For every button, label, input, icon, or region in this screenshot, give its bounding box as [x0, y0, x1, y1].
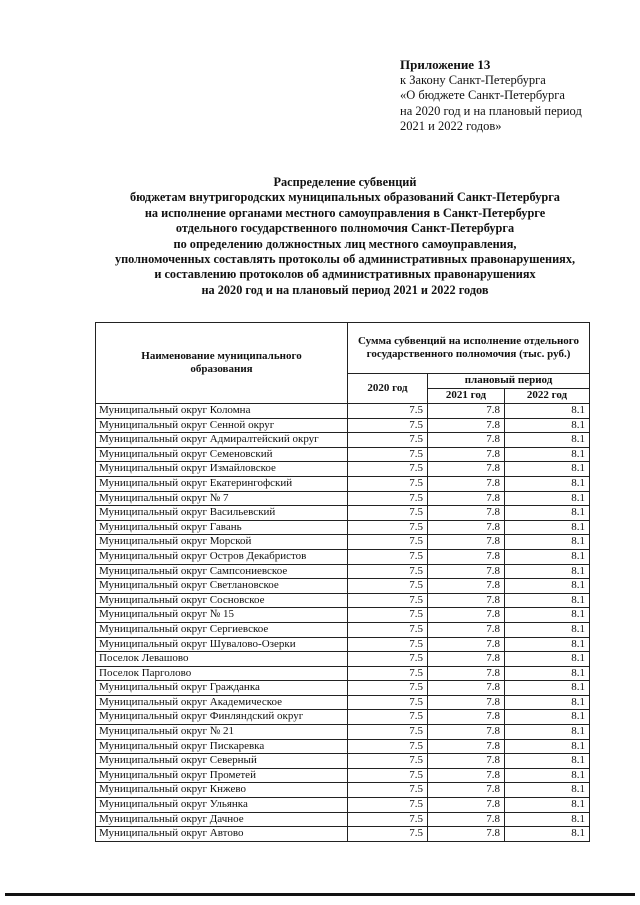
value-2022-cell: 8.1: [505, 491, 590, 506]
value-2020-cell: 7.5: [348, 695, 428, 710]
value-2021-cell: 7.8: [428, 754, 505, 769]
municipality-name-cell: Муниципальный округ № 21: [96, 725, 348, 740]
value-2021-cell: 7.8: [428, 476, 505, 491]
table-row: [96, 622, 590, 637]
municipality-name-cell: Муниципальный округ Сенной округ: [96, 418, 348, 433]
title-line: на исполнение органами местного самоуправления в Санкт-Петербурге: [144, 205, 546, 220]
municipality-name-cell: Муниципальный округ Коломна: [96, 404, 348, 419]
table-row: [96, 666, 590, 681]
value-2021-cell: 7.8: [428, 827, 505, 842]
value-2022-cell: 8.1: [505, 418, 590, 433]
municipality-name-cell: Поселок Парголово: [96, 666, 348, 681]
title-line: и составлению протоколов об административных правонарушениях: [154, 267, 536, 282]
value-2020-cell: 7.5: [348, 739, 428, 754]
header-2020: 2020 год: [348, 374, 428, 404]
table-row: [96, 579, 590, 594]
value-2020-cell: 7.5: [348, 579, 428, 594]
value-2021-cell: 7.8: [428, 681, 505, 696]
municipality-name-cell: Муниципальный округ № 15: [96, 608, 348, 623]
value-2020-cell: 7.5: [348, 491, 428, 506]
municipality-name-cell: Муниципальный округ Шувалово-Озерки: [96, 637, 348, 652]
table-row: [96, 768, 590, 783]
table-row: [96, 535, 590, 550]
value-2022-cell: 8.1: [505, 739, 590, 754]
table-row: [96, 549, 590, 564]
header-2022: 2022 год: [505, 389, 590, 404]
header-municipality: Наименование муниципального образования: [96, 323, 348, 404]
table-row: [96, 447, 590, 462]
table-row: [96, 637, 590, 652]
header-sum: Сумма субвенций на исполнение отдельного государственного полномочия (тыс. руб.): [348, 323, 590, 374]
value-2021-cell: 7.8: [428, 447, 505, 462]
value-2020-cell: 7.5: [348, 812, 428, 827]
document-title: [60, 175, 630, 298]
municipality-name-cell: Муниципальный округ Измайловское: [96, 462, 348, 477]
value-2020-cell: 7.5: [348, 476, 428, 491]
municipality-name-cell: Муниципальный округ Северный: [96, 754, 348, 769]
value-2020-cell: 7.5: [348, 418, 428, 433]
title-line: на 2020 год и на плановый период 2021 и 2022 годов: [201, 282, 489, 297]
value-2020-cell: 7.5: [348, 564, 428, 579]
table-row: [96, 476, 590, 491]
value-2020-cell: 7.5: [348, 433, 428, 448]
municipality-name-cell: Муниципальный округ Автово: [96, 827, 348, 842]
table-row: [96, 798, 590, 813]
municipality-name-cell: Муниципальный округ Адмиралтейский округ: [96, 433, 348, 448]
value-2021-cell: 7.8: [428, 462, 505, 477]
municipality-name-cell: Муниципальный округ Академическое: [96, 695, 348, 710]
table-row: [96, 418, 590, 433]
table-row: [96, 491, 590, 506]
value-2021-cell: 7.8: [428, 433, 505, 448]
bottom-rule: [5, 893, 635, 896]
value-2021-cell: 7.8: [428, 783, 505, 798]
value-2020-cell: 7.5: [348, 827, 428, 842]
value-2020-cell: 7.5: [348, 549, 428, 564]
value-2022-cell: 8.1: [505, 593, 590, 608]
value-2022-cell: 8.1: [505, 710, 590, 725]
title-line: отдельного государственного полномочия Санкт-Петербурга: [175, 221, 515, 236]
value-2020-cell: 7.5: [348, 798, 428, 813]
value-2021-cell: 7.8: [428, 695, 505, 710]
appendix-title: Приложение 13: [400, 57, 491, 72]
value-2021-cell: 7.8: [428, 622, 505, 637]
value-2021-cell: 7.8: [428, 768, 505, 783]
subsidy-table: [95, 322, 590, 842]
value-2020-cell: 7.5: [348, 622, 428, 637]
value-2022-cell: 8.1: [505, 608, 590, 623]
value-2020-cell: 7.5: [348, 666, 428, 681]
value-2022-cell: 8.1: [505, 695, 590, 710]
municipality-name-cell: Муниципальный округ Пискаревка: [96, 739, 348, 754]
table-row: [96, 827, 590, 842]
table-row: [96, 681, 590, 696]
value-2021-cell: 7.8: [428, 564, 505, 579]
value-2020-cell: 7.5: [348, 506, 428, 521]
appendix-line: на 2020 год и на плановый период: [400, 103, 582, 118]
appendix-line: «О бюджете Санкт-Петербурга: [400, 88, 565, 102]
header-2021: 2021 год: [428, 389, 505, 404]
table-row: [96, 433, 590, 448]
table-row: [96, 739, 590, 754]
value-2020-cell: 7.5: [348, 593, 428, 608]
value-2022-cell: 8.1: [505, 579, 590, 594]
value-2022-cell: 8.1: [505, 725, 590, 740]
value-2021-cell: 7.8: [428, 739, 505, 754]
appendix-line: 2021 и 2022 годов»: [400, 119, 502, 133]
table-row: [96, 725, 590, 740]
municipality-name-cell: Поселок Левашово: [96, 652, 348, 667]
value-2022-cell: 8.1: [505, 535, 590, 550]
value-2020-cell: 7.5: [348, 652, 428, 667]
municipality-name-cell: Муниципальный округ Сергиевское: [96, 622, 348, 637]
value-2021-cell: 7.8: [428, 491, 505, 506]
municipality-name-cell: Муниципальный округ Морской: [96, 535, 348, 550]
municipality-name-cell: Муниципальный округ Семеновский: [96, 447, 348, 462]
municipality-name-cell: Муниципальный округ Ульянка: [96, 798, 348, 813]
value-2021-cell: 7.8: [428, 812, 505, 827]
value-2022-cell: 8.1: [505, 447, 590, 462]
value-2020-cell: 7.5: [348, 608, 428, 623]
municipality-name-cell: Муниципальный округ Кнжево: [96, 783, 348, 798]
value-2022-cell: 8.1: [505, 433, 590, 448]
table-row: [96, 710, 590, 725]
municipality-name-cell: Муниципальный округ Гавань: [96, 520, 348, 535]
value-2021-cell: 7.8: [428, 593, 505, 608]
value-2022-cell: 8.1: [505, 754, 590, 769]
table-row: [96, 593, 590, 608]
value-2022-cell: 8.1: [505, 520, 590, 535]
municipality-name-cell: Муниципальный округ Васильевский: [96, 506, 348, 521]
appendix-block: [400, 57, 635, 135]
value-2022-cell: 8.1: [505, 506, 590, 521]
value-2020-cell: 7.5: [348, 710, 428, 725]
value-2021-cell: 7.8: [428, 710, 505, 725]
value-2021-cell: 7.8: [428, 535, 505, 550]
value-2021-cell: 7.8: [428, 666, 505, 681]
value-2022-cell: 8.1: [505, 637, 590, 652]
value-2020-cell: 7.5: [348, 754, 428, 769]
value-2021-cell: 7.8: [428, 404, 505, 419]
value-2022-cell: 8.1: [505, 681, 590, 696]
value-2022-cell: 8.1: [505, 798, 590, 813]
municipality-name-cell: Муниципальный округ Сампсониевское: [96, 564, 348, 579]
value-2020-cell: 7.5: [348, 725, 428, 740]
table-row: [96, 506, 590, 521]
value-2021-cell: 7.8: [428, 418, 505, 433]
value-2022-cell: 8.1: [505, 564, 590, 579]
title-line: Распределение субвенций: [273, 175, 417, 189]
municipality-name-cell: Муниципальный округ Гражданка: [96, 681, 348, 696]
municipality-name-cell: Муниципальный округ Финляндский округ: [96, 710, 348, 725]
value-2022-cell: 8.1: [505, 652, 590, 667]
municipality-name-cell: Муниципальный округ Дачное: [96, 812, 348, 827]
value-2021-cell: 7.8: [428, 549, 505, 564]
value-2022-cell: 8.1: [505, 476, 590, 491]
value-2022-cell: 8.1: [505, 549, 590, 564]
table-row: [96, 520, 590, 535]
value-2020-cell: 7.5: [348, 462, 428, 477]
value-2020-cell: 7.5: [348, 404, 428, 419]
table-row: [96, 404, 590, 419]
value-2020-cell: 7.5: [348, 681, 428, 696]
value-2021-cell: 7.8: [428, 652, 505, 667]
table-row: [96, 754, 590, 769]
value-2020-cell: 7.5: [348, 783, 428, 798]
value-2020-cell: 7.5: [348, 535, 428, 550]
municipality-name-cell: Муниципальный округ Сосновское: [96, 593, 348, 608]
table-row: [96, 695, 590, 710]
value-2022-cell: 8.1: [505, 404, 590, 419]
value-2022-cell: 8.1: [505, 827, 590, 842]
table-row: [96, 608, 590, 623]
value-2022-cell: 8.1: [505, 666, 590, 681]
municipality-name-cell: Муниципальный округ № 7: [96, 491, 348, 506]
header-planned-period: плановый период: [428, 374, 590, 389]
municipality-name-cell: Муниципальный округ Остров Декабристов: [96, 549, 348, 564]
value-2021-cell: 7.8: [428, 579, 505, 594]
value-2021-cell: 7.8: [428, 506, 505, 521]
value-2020-cell: 7.5: [348, 637, 428, 652]
table-row: [96, 564, 590, 579]
table-row: [96, 462, 590, 477]
value-2021-cell: 7.8: [428, 798, 505, 813]
municipality-name-cell: Муниципальный округ Екатерингофский: [96, 476, 348, 491]
value-2020-cell: 7.5: [348, 520, 428, 535]
value-2022-cell: 8.1: [505, 783, 590, 798]
value-2022-cell: 8.1: [505, 462, 590, 477]
table-row: [96, 783, 590, 798]
value-2020-cell: 7.5: [348, 768, 428, 783]
value-2021-cell: 7.8: [428, 725, 505, 740]
value-2022-cell: 8.1: [505, 768, 590, 783]
value-2022-cell: 8.1: [505, 622, 590, 637]
title-line: по определению должностных лиц местного самоуправления,: [173, 236, 517, 251]
value-2022-cell: 8.1: [505, 812, 590, 827]
table-row: [96, 652, 590, 667]
table-body: [96, 404, 590, 842]
municipality-name-cell: Муниципальный округ Прометей: [96, 768, 348, 783]
municipality-name-cell: Муниципальный округ Светлановское: [96, 579, 348, 594]
value-2021-cell: 7.8: [428, 608, 505, 623]
title-line: бюджетам внутригородских муниципальных образований Санкт-Петербурга: [130, 190, 560, 205]
title-line: уполномоченных составлять протоколы об административных правонарушениях,: [114, 252, 576, 267]
value-2020-cell: 7.5: [348, 447, 428, 462]
appendix-line: к Закону Санкт-Петербурга: [400, 72, 546, 87]
value-2021-cell: 7.8: [428, 520, 505, 535]
value-2021-cell: 7.8: [428, 637, 505, 652]
table-row: [96, 812, 590, 827]
